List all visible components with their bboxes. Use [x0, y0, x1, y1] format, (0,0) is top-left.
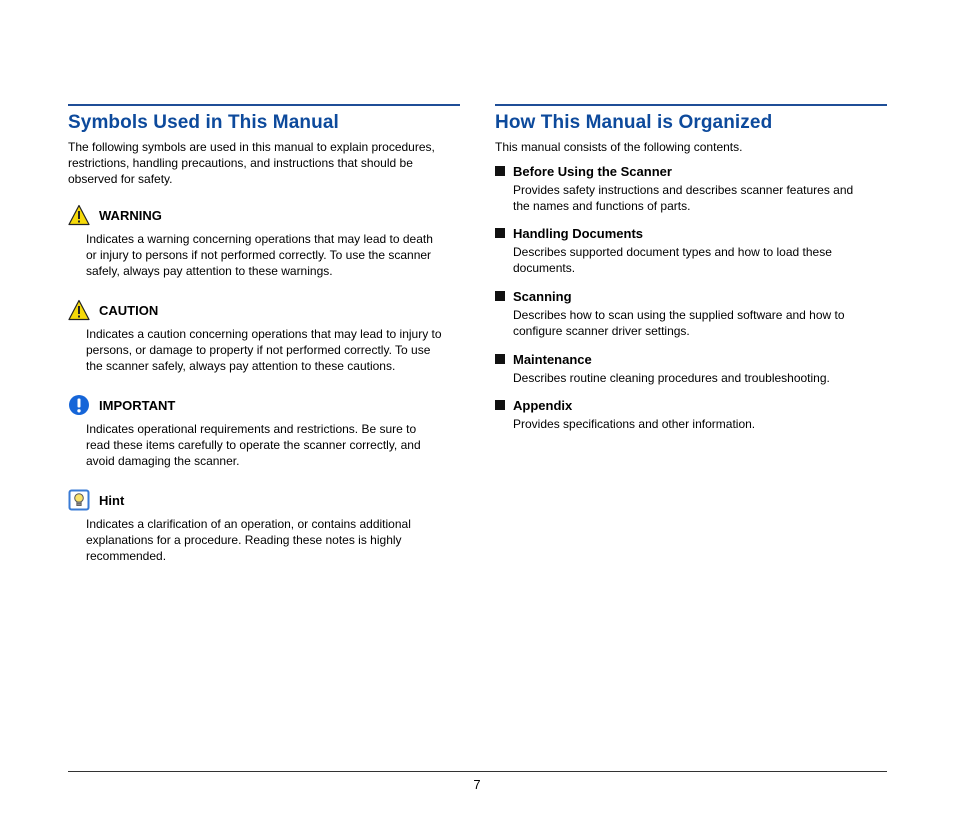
- description-line: persons, or damage to property if not performed correctly. To use: [86, 343, 431, 357]
- description-line: the names and functions of parts.: [513, 199, 691, 213]
- organization-intro: This manual consists of the following contents.: [495, 140, 743, 154]
- description-line: Describes routine cleaning procedures and troubleshooting.: [513, 371, 830, 385]
- symbol-label: WARNING: [99, 207, 162, 223]
- symbol-important: [68, 393, 460, 469]
- warning-triangle-icon: [68, 204, 90, 226]
- organization-section-title: How This Manual is Organized: [495, 112, 773, 133]
- footer-rule: [68, 771, 887, 772]
- caution-triangle-icon: [68, 299, 90, 321]
- symbol-label: CAUTION: [99, 302, 159, 318]
- symbols-section-title: Symbols Used in This Manual: [68, 112, 339, 133]
- symbol-description: [86, 421, 460, 469]
- page-number: 7: [473, 777, 481, 792]
- chapter-heading: Before Using the Scanner: [513, 163, 672, 179]
- square-bullet-icon: [495, 166, 505, 176]
- symbol-warning: [68, 203, 460, 279]
- description-line: Indicates operational requirements and restrictions. Be sure to: [86, 422, 417, 436]
- chapter-heading: Scanning: [513, 288, 572, 304]
- description-line: explanations for a procedure. Reading these notes is highly: [86, 533, 402, 547]
- description-line: avoid damaging the scanner.: [86, 454, 240, 468]
- important-exclamation-icon: [68, 394, 90, 416]
- description-line: Describes supported document types and how to load these: [513, 245, 832, 259]
- chapter-description: [513, 182, 887, 214]
- chapter-item: [495, 287, 887, 339]
- description-line: or injury to persons if not performed correctly. To use the scanner: [86, 248, 432, 262]
- section-rule: [68, 104, 460, 106]
- square-bullet-icon: [495, 354, 505, 364]
- chapter-heading: Appendix: [513, 397, 573, 413]
- intro-line: The following symbols are used in this manual to explain procedures,: [68, 140, 435, 154]
- chapter-item: [495, 162, 887, 214]
- chapter-description: [513, 307, 887, 339]
- square-bullet-icon: [495, 291, 505, 301]
- chapter-description: [513, 416, 887, 432]
- symbols-intro: [68, 139, 460, 187]
- chapter-item: [495, 224, 887, 276]
- intro-line: observed for safety.: [68, 172, 173, 186]
- chapter-description: [513, 244, 887, 276]
- description-line: read these items carefully to operate the scanner correctly, and: [86, 438, 421, 452]
- symbol-description: [86, 516, 460, 564]
- organization-section: [495, 104, 887, 431]
- hint-lightbulb-icon: [68, 489, 90, 511]
- chapter-item: [495, 396, 887, 432]
- description-line: documents.: [513, 261, 576, 275]
- description-line: Indicates a caution concerning operations that may lead to injury to: [86, 327, 442, 341]
- chapter-description: [513, 370, 887, 386]
- description-line: Provides safety instructions and describes scanner features and: [513, 183, 854, 197]
- description-line: Indicates a warning concerning operations that may lead to death: [86, 232, 433, 246]
- chapter-item: [495, 350, 887, 386]
- description-line: safely, always pay attention to these warnings.: [86, 264, 333, 278]
- symbols-section: [68, 104, 460, 563]
- square-bullet-icon: [495, 228, 505, 238]
- description-line: the scanner safely, always pay attention to these cautions.: [86, 359, 396, 373]
- symbol-label: Hint: [99, 492, 125, 508]
- symbol-caution: [68, 298, 460, 374]
- chapter-heading: Maintenance: [513, 351, 592, 367]
- square-bullet-icon: [495, 400, 505, 410]
- symbol-description: [86, 231, 460, 279]
- description-line: Describes how to scan using the supplied software and how to: [513, 308, 845, 322]
- symbol-hint: [68, 488, 460, 564]
- description-line: Provides specifications and other information.: [513, 417, 756, 431]
- description-line: configure scanner driver settings.: [513, 324, 690, 338]
- intro-line: restrictions, handling precautions, and instructions that should be: [68, 156, 413, 170]
- description-line: recommended.: [86, 549, 167, 563]
- symbol-description: [86, 326, 460, 374]
- chapter-heading: Handling Documents: [513, 225, 644, 241]
- section-rule: [495, 104, 887, 106]
- symbol-label: IMPORTANT: [99, 397, 176, 413]
- description-line: Indicates a clarification of an operation, or contains additional: [86, 517, 411, 531]
